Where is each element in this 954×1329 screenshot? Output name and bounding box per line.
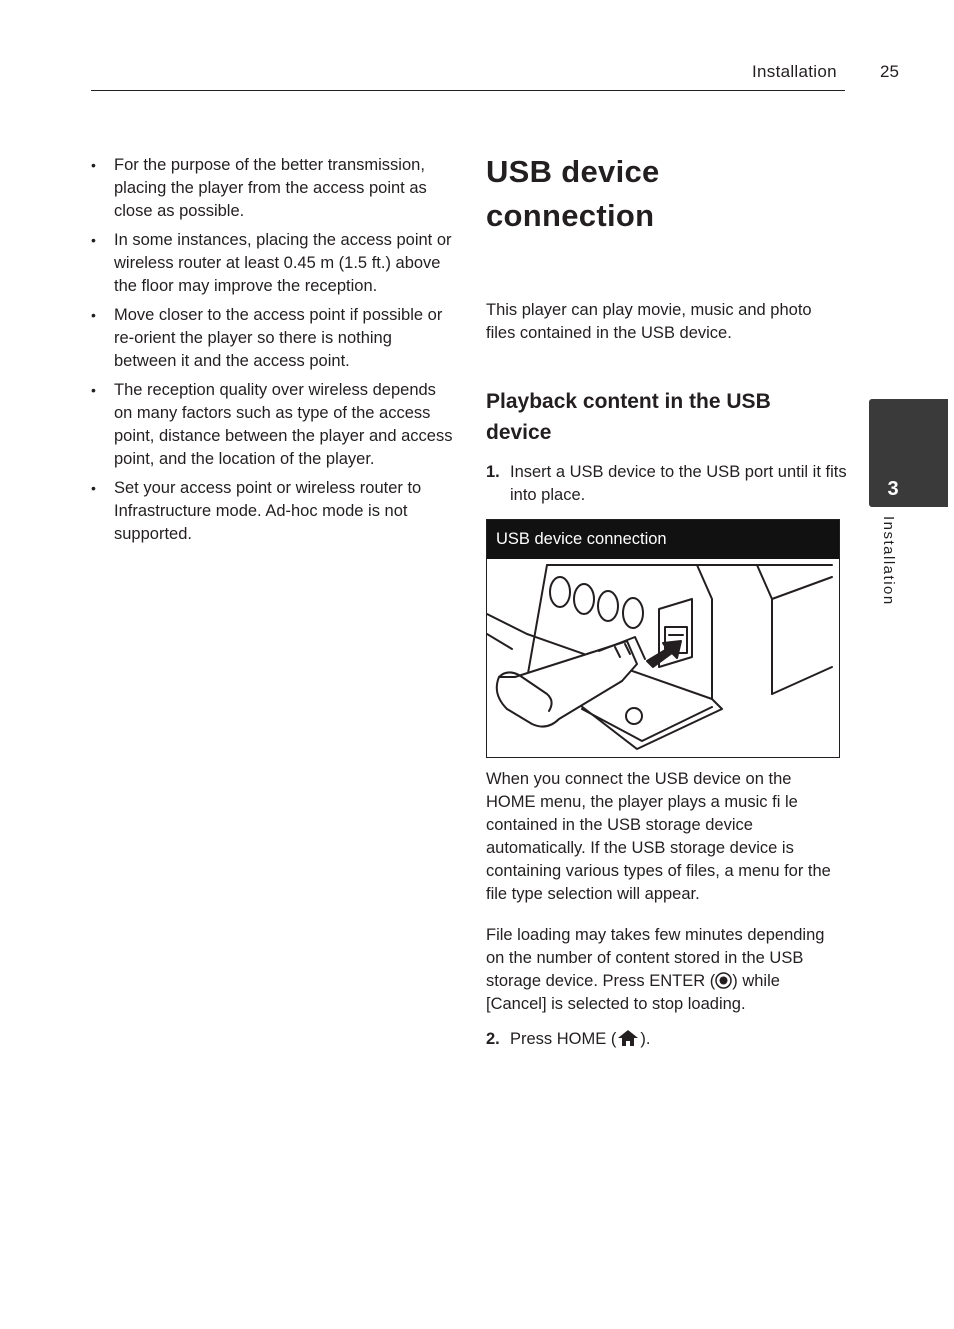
enter-icon xyxy=(715,972,732,989)
step-text: Insert a USB device to the USB port until it fits into place. xyxy=(510,463,847,504)
left-column xyxy=(91,154,453,552)
step-2-text-after: ). xyxy=(640,1030,651,1048)
usb-insertion-illustration xyxy=(487,559,838,756)
autoplay-paragraph: When you connect the USB device on the HOME menu, the player plays a music fi le contained in the USB storage device automatically. If the USB storage device is containing various types of files, a menu for the file type selection will appear. xyxy=(486,770,831,903)
loading-text-after: ) while [Cancel] is selected to stop loading. xyxy=(486,972,780,1013)
loading-paragraph xyxy=(486,924,844,1016)
header-divider xyxy=(91,90,845,91)
list-item xyxy=(91,477,453,546)
list-item xyxy=(91,304,453,373)
list-item xyxy=(91,379,453,471)
bullet-text: Move closer to the access point if possible or re-orient the player so there is nothing between it and the access point. xyxy=(114,306,443,370)
step-text xyxy=(510,1030,650,1048)
step-2-text-before: Press HOME ( xyxy=(510,1030,617,1048)
bullet-text: The reception quality over wireless depends on many factors such as type of the access point, distance between the player and access point, and the location of the player. xyxy=(114,381,453,468)
chapter-number: 3 xyxy=(887,478,899,500)
usb-connection-figure xyxy=(486,519,840,758)
step-1 xyxy=(486,461,856,507)
tips-bullet-list xyxy=(91,154,453,546)
intro-paragraph: This player can play movie, music and photo files contained in the USB device. xyxy=(486,301,812,342)
bullet-marker: • xyxy=(91,232,96,248)
bullet-marker: • xyxy=(91,480,96,496)
step-number: 2. xyxy=(486,1030,500,1048)
step-number: 1. xyxy=(486,463,500,481)
figure-caption: USB device connection xyxy=(487,520,839,559)
list-item xyxy=(91,229,453,298)
step-2 xyxy=(486,1028,856,1051)
page-number: 25 xyxy=(880,62,899,81)
bullet-marker: • xyxy=(91,382,96,398)
header-section-title: Installation xyxy=(752,62,837,81)
bullet-text: For the purpose of the better transmission, placing the player from the access point as close as possible. xyxy=(114,156,427,220)
list-item xyxy=(91,154,453,223)
bullet-text: Set your access point or wireless router to Infrastructure mode. Ad-hoc mode is not supported. xyxy=(114,479,422,543)
chapter-label: Installation xyxy=(880,516,897,606)
bullet-marker: • xyxy=(91,157,96,173)
right-column xyxy=(486,150,847,1048)
bullet-text: In some instances, placing the access point or wireless router at least 0.45 m (1.5 ft.) above the floor may improve the reception. xyxy=(114,231,452,295)
home-icon xyxy=(616,1029,640,1047)
subsection-title: Playback content in the USB device xyxy=(486,390,771,444)
bullet-marker: • xyxy=(91,307,96,323)
chapter-tab xyxy=(869,399,948,507)
loading-text-before: File loading may takes few minutes depending on the number of content stored in the USB storage device. Press ENTER ( xyxy=(486,926,825,990)
section-title: USB device connection xyxy=(486,154,660,233)
